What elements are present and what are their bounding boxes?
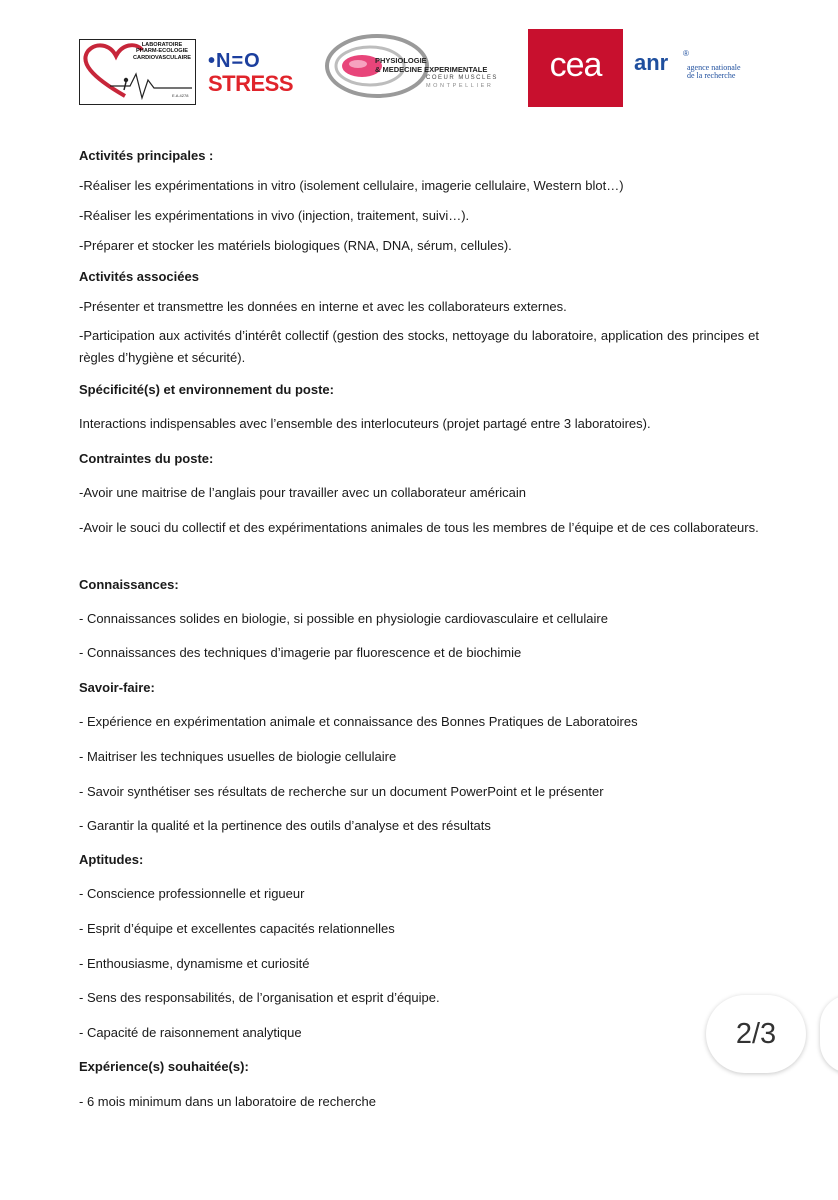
heading-connaissances: Connaissances: bbox=[79, 577, 179, 592]
list-item: - Connaissances solides en biologie, si possible en physiologie cardiovasculaire et cellulaire bbox=[79, 611, 608, 626]
list-item: - Expérience en expérimentation animale et connaissance des Bonnes Pratiques de Laboratoires bbox=[79, 714, 638, 729]
next-page-button[interactable] bbox=[820, 995, 838, 1073]
list-item: - Maitriser les techniques usuelles de biologie cellulaire bbox=[79, 749, 397, 764]
list-item: - Esprit d’équipe et excellentes capacités relationnelles bbox=[79, 921, 395, 936]
list-item: - Sens des responsabilités, de l’organisation et esprit d’équipe. bbox=[79, 990, 440, 1005]
list-item: - Conscience professionnelle et rigueur bbox=[79, 886, 305, 901]
neostress-bottom: STRESS bbox=[208, 71, 294, 96]
list-item: - Savoir synthétiser ses résultats de recherche sur un document PowerPoint et le présenter bbox=[79, 784, 604, 799]
anr-subtitle bbox=[687, 64, 741, 80]
pme-line-1: PHYSIOLOGIE bbox=[375, 56, 427, 65]
lab-line-3: CARDIOVASCULAIRE bbox=[132, 54, 191, 61]
logo-strip bbox=[0, 28, 838, 110]
cea-text: cea bbox=[549, 46, 602, 84]
page-indicator[interactable] bbox=[706, 995, 806, 1073]
list-item: -Présenter et transmettre les données en interne et avec les collaborateurs externes. bbox=[79, 299, 567, 314]
anr-text: anr bbox=[634, 50, 669, 75]
pme-logo bbox=[322, 28, 518, 100]
lab-code: E.A.4278 bbox=[172, 93, 189, 98]
pme-line-2: & MEDECINE EXPERIMENTALE bbox=[375, 64, 488, 74]
list-item: -Avoir le souci du collectif et des expérimentations animales de tous les membres de l’équipe et de ces collaborateurs. bbox=[79, 520, 759, 535]
list-item: -Préparer et stocker les matériels biologiques (RNA, DNA, sérum, cellules). bbox=[79, 238, 512, 253]
lab-name bbox=[130, 42, 194, 61]
heading-experience: Expérience(s) souhaitée(s): bbox=[79, 1059, 249, 1074]
heading-activites-associees: Activités associées bbox=[79, 269, 199, 284]
list-item: - Connaissances des techniques d’imagerie par fluorescence et de biochimie bbox=[79, 645, 522, 660]
heading-contraintes: Contraintes du poste: bbox=[79, 451, 214, 466]
list-item: -Participation aux activités d’intérêt collectif (gestion des stocks, nettoyage du laboratoire, application des principes et règles d’hygiène et sécurité). bbox=[79, 328, 759, 365]
heading-savoir-faire: Savoir-faire: bbox=[79, 680, 155, 695]
lab-line-1: LABORATOIRE bbox=[141, 42, 183, 48]
list-item: -Avoir une maitrise de l’anglais pour travailler avec un collaborateur américain bbox=[79, 485, 527, 500]
list-item: - 6 mois minimum dans un laboratoire de recherche bbox=[79, 1094, 376, 1109]
list-item: Interactions indispensables avec l’ensemble des interlocuteurs (projet partagé entre 3 laboratoires). bbox=[79, 416, 651, 431]
anr-sub-2: de la recherche bbox=[687, 71, 736, 80]
heading-aptitudes: Aptitudes: bbox=[79, 852, 144, 867]
pme-subtitle: COEUR MUSCLES bbox=[426, 75, 498, 81]
list-item: - Garantir la qualité et la pertinence des outils d’analyse et des résultats bbox=[79, 818, 491, 833]
pme-city: MONTPELLIER bbox=[426, 83, 494, 89]
pme-title bbox=[375, 57, 487, 74]
neostress-logo bbox=[204, 50, 304, 98]
list-item: -Réaliser les expérimentations in vitro (isolement cellulaire, imagerie cellulaire, Western blot…) bbox=[79, 178, 624, 193]
heading-specificites: Spécificité(s) et environnement du poste: bbox=[79, 382, 334, 397]
anr-registered: ® bbox=[683, 49, 689, 58]
list-item: -Réaliser les expérimentations in vivo (injection, traitement, suivi…). bbox=[79, 208, 470, 223]
list-item: - Enthousiasme, dynamisme et curiosité bbox=[79, 956, 310, 971]
anr-sub-1: agence nationale bbox=[687, 63, 741, 72]
list-item: - Capacité de raisonnement analytique bbox=[79, 1025, 302, 1040]
page-indicator-label: 2/3 bbox=[735, 1017, 777, 1050]
cea-logo bbox=[528, 29, 623, 107]
neostress-top: •N=O bbox=[208, 50, 261, 72]
lab-pharm-ecologie-logo bbox=[79, 39, 196, 105]
anr-logo bbox=[634, 50, 754, 90]
heading-activites-principales: Activités principales : bbox=[79, 148, 214, 163]
lab-line-2: PHARM-ECOLOGIE bbox=[136, 48, 188, 55]
